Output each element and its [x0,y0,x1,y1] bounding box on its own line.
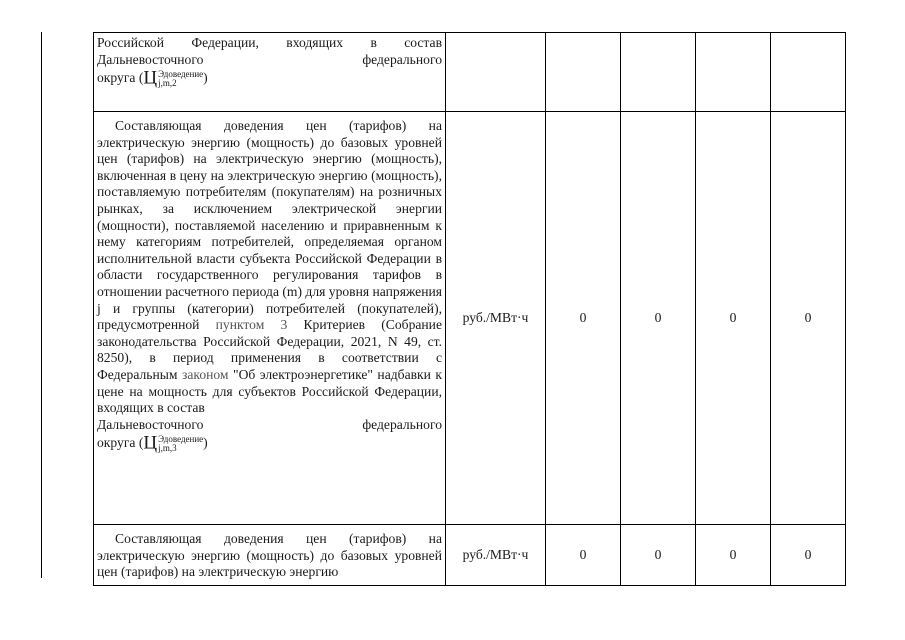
table-row [94,525,846,586]
paragraph-start: Составляющая доведения цен (тарифов) на электрическую энергию (мощность) до базовых уровней цен (тарифов) на электрическую энергию (мощность), включенная в цену на электрическую энергию (мощность), поставляемую потребителям (покупателям) на розничных рынках, за исключением электрической энергии (мощности), поставляемой населению и приравненным к нему категориям потребителей, определяемая органом исполнительной власти субъекта Российской Федерации в области государственного регулирования тарифов в отношении расчетного периода (m) для уровня напряжения j и группы (категории) потребителей (покупателей), предусмотренной [97,118,443,333]
value-cell: 0 [546,525,621,586]
value-cell: 0 [621,112,696,525]
tariff-table [93,32,846,586]
formula-close: ) [203,435,208,451]
text-line: Дальневосточного федерального [97,416,442,432]
row-description [94,112,446,525]
formula-line [97,432,442,454]
value-cell: 0 [696,525,771,586]
row-description [94,33,446,112]
formula-subscript: j,m,2 [158,78,177,89]
table-row [94,112,846,525]
value-cell: 0 [546,112,621,525]
paragraph: Составляющая доведения цен (тарифов) на электрическую энергию (мощность) до базовых уровней цен (тарифов) на электрическую энергию [97,531,442,580]
table-row [94,33,846,112]
formula-superscript: Эдоведение [158,69,204,80]
value-cell: 0 [771,112,846,525]
formula-symbol: Ц [143,67,158,89]
legal-reference-link[interactable]: законом [182,366,229,382]
paragraph [97,114,442,417]
text-line: Дальневосточного федерального [97,51,442,67]
unit-cell [446,33,546,112]
unit-cell: руб./МВт·ч [446,112,546,525]
value-cell [771,33,846,112]
formula-close: ) [203,70,208,86]
formula-symbol: Ц [143,432,158,454]
paragraph-end: "Об электроэнергетике" надбавки к цене на мощность для субъектов Российской Федерации, входящих в состав [97,366,442,416]
value-cell: 0 [771,525,846,586]
value-cell [696,33,771,112]
left-margin-line [41,32,42,578]
value-cell: 0 [621,525,696,586]
unit-cell: руб./МВт·ч [446,525,546,586]
value-cell [621,33,696,112]
value-cell: 0 [696,112,771,525]
value-cell [546,33,621,112]
legal-reference-link[interactable]: пунктом 3 [215,317,288,333]
row-description [94,525,446,586]
text-tail: округа ( [97,70,144,86]
text-tail: округа ( [97,435,144,451]
paragraph-mid: Критериев (Собрание законодательства Российской Федерации, 2021, N 49, ст. 8250), в период применения в соответствии с Федеральным [97,317,442,382]
formula-subscript: j,m,3 [158,443,177,454]
formula-superscript: Эдоведение [158,434,204,445]
formula-line [97,67,442,89]
text-line: Российской Федерации, входящих в состав [97,35,442,50]
